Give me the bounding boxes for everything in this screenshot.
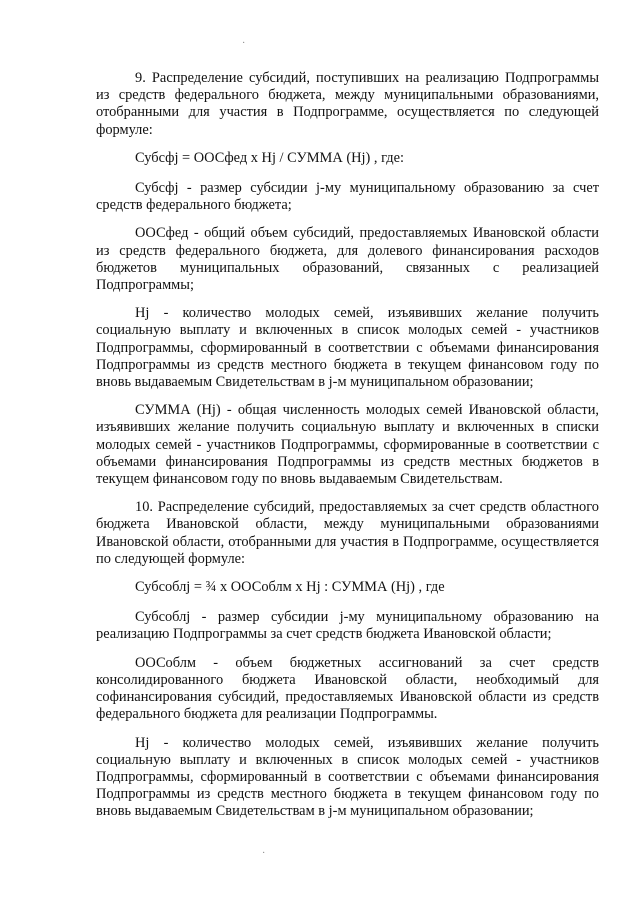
- definition-oosoblm: ООСоблм - объем бюджетных ассигнований за счет средств консолидированного бюджета Ивановской области, необходимый для софинансирования субсидий, предоставляемых Ивановской области из средств федерального бюджета для реализации Подпрограммы.: [96, 654, 599, 723]
- document-body: [96, 70, 599, 832]
- definition-subsoblj: Субсоблj - размер субсидии j-му муниципальному образованию на реализацию Подпрограммы за счет средств бюджета Ивановской области;: [96, 609, 599, 643]
- scan-mark: ·: [242, 38, 246, 49]
- paragraph-9-intro: 9. Распределение субсидий, поступивших на реализацию Подпрограммы из средств федерального бюджета, между муниципальными образованиями, отобранными для участия в Подпрограмме, осуществляется по следующей формуле:: [96, 70, 599, 138]
- formula-regional: Субсоблj = ¾ x ООСоблм x Hj : СУММА (Hj) , где: [135, 579, 445, 596]
- formula-federal: Субсфj = ООСфед x Hj / СУММА (Hj) , где:: [135, 149, 404, 166]
- definition-oosfed: ООСфед - общий объем субсидий, предоставляемых Ивановской области из средств федерального бюджета, для долевого финансирования расходов бюджетов муниципальных образований, связанных с реализацией Подпрограммы;: [96, 225, 599, 294]
- definition-hj: Hj - количество молодых семей, изъявивших желание получить социальную выплату и включенных в список молодых семей - участников Подпрограммы, сформированный в соответствии с объемами финансирования Подпрограммы из средств местного бюджета в текущем финансовом году по вновь выдаваемым Свидетельствам в j-м муниципальном образовании;: [96, 305, 599, 391]
- definition-subsfj: Субсфj - размер субсидии j-му муниципальному образованию за счет средств федерального бюджета;: [96, 180, 599, 214]
- paragraph-10-intro: 10. Распределение субсидий, предоставляемых за счет средств областного бюджета Ивановской области, между муниципальными образованиями Ивановской области, отобранными для участия в Подпрограмме, осуществляется по следующей формуле:: [96, 499, 599, 567]
- definition-summa: СУММА (Hj) - общая численность молодых семей Ивановской области, изъявивших желание получить социальную выплату и включенных в списки молодых семей - участников Подпрограммы, сформированные в соответствии с объемами финансирования Подпрограммы из средств местных бюджетов в текущем финансовом году по вновь выдаваемым Свидетельствам.: [96, 402, 599, 488]
- scan-mark: ·: [262, 848, 266, 859]
- definition-hj-2: Hj - количество молодых семей, изъявивших желание получить социальную выплату и включенных в список молодых семей - участников Подпрограммы, сформированный в соответствии с объемами финансирования Подпрограммы из средств местного бюджета в текущем финансовом году по вновь выдаваемым Свидетельствам в j-м муниципальном образовании;: [96, 734, 599, 820]
